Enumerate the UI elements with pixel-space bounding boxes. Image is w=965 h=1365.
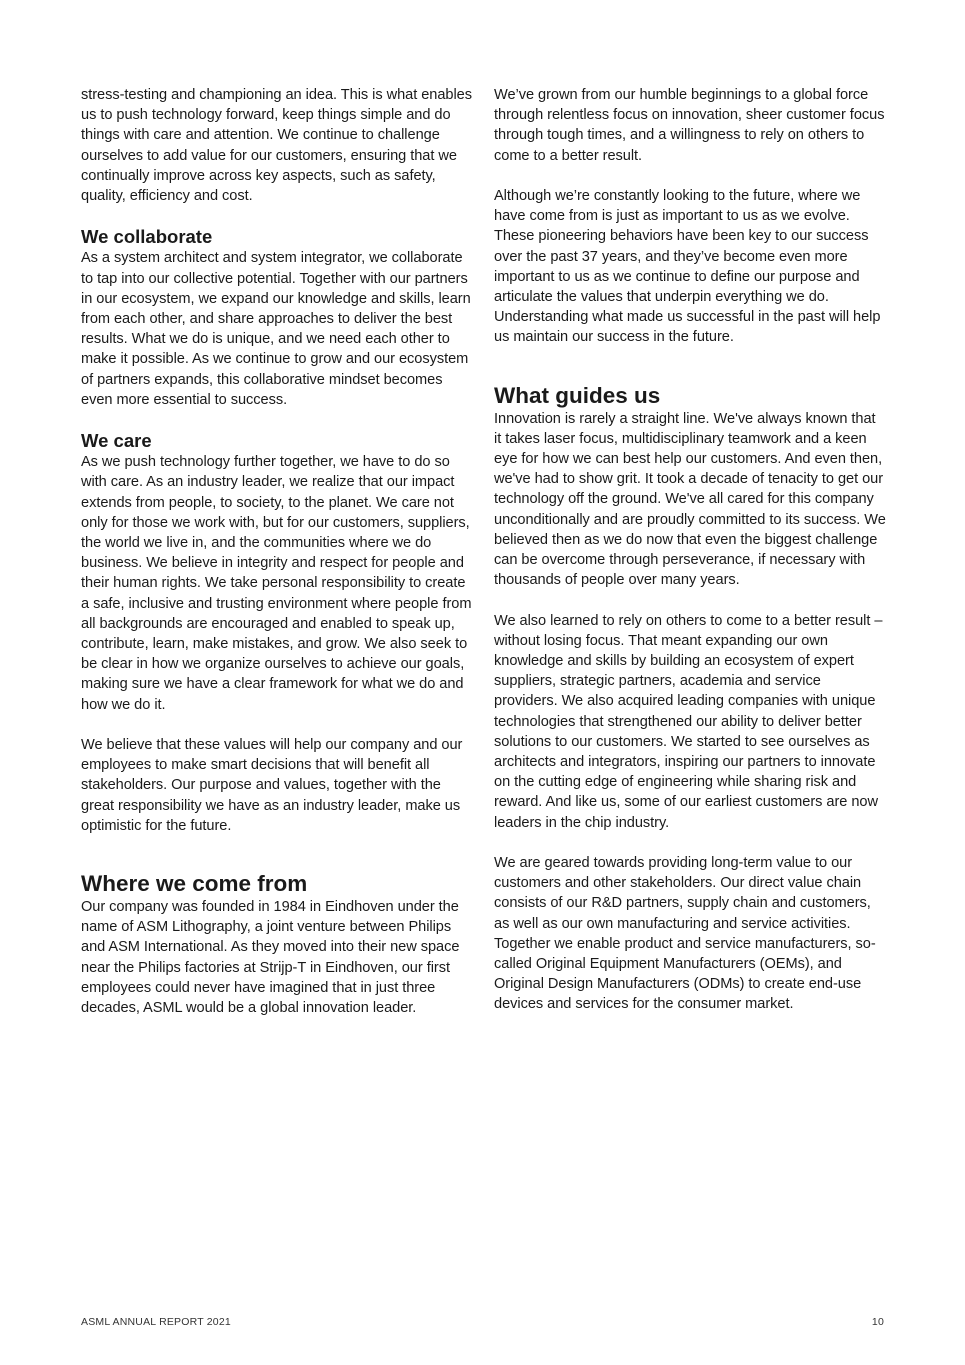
- origin-paragraph: Our company was founded in 1984 in Eindhoven under the name of ASM Lithography, a joint venture between Philips and ASM International. As they moved into their new space near the Philips factories at Strijp-T in Eindhoven, our first employees could never have imagined that in just three decades, ASML would be a global innovation leader.: [81, 899, 460, 1017]
- guides-heading: What guides us: [494, 382, 661, 408]
- guides-paragraph-2: We also learned to rely on others to come to a better result – without losing focus. That meant expanding our own knowledge and skills by building an ecosystem of expert suppliers, strategic partners, academia and service providers. We also acquired leading companies with unique technologies that strengthened our ability to deliver better solutions to our customers. We started to see ourselves as architects and integrators, inspiring our partners to innovate on the cutting edge of engineering while sharing risk and reward. And like us, some of our earliest customers are now leaders in the chip industry.: [494, 612, 883, 831]
- future-paragraph: Although we’re constantly looking to the future, where we have come from is just as important to us as we evolve. These pioneering behaviors have been key to our success over the past 37 years, and they’ve become even more important to us as we continue to define our purpose and articulate the values that underpin everything we do. Understanding what made us successful in the past will help us maintain our success in the future.: [494, 188, 881, 346]
- origin-heading: Where we come from: [81, 871, 308, 897]
- left-column: [81, 85, 473, 1038]
- values-paragraph: We believe that these values will help our company and our employees to make smart decisions that will benefit all stakeholders. Our purpose and values, together with the great responsibility we have as an industry leader, make us optimistic for the future.: [81, 737, 463, 834]
- footer-page-number: 10: [871, 1316, 884, 1328]
- care-heading: We care: [81, 430, 152, 452]
- footer-report-title: ASML ANNUAL REPORT 2021: [81, 1316, 231, 1328]
- growth-paragraph: We’ve grown from our humble beginnings to a global force through relentless focus on innovation, sheer customer focus through tough times, and a willingness to rely on others to come to a better result.: [494, 87, 885, 164]
- collaborate-heading: We collaborate: [81, 226, 213, 248]
- right-column: [494, 85, 886, 1035]
- collaborate-paragraph: As a system architect and system integrator, we collaborate to tap into our collective potential. Together with our partners in our ecosystem, we expand our knowledge and skills, learn from each other, and share approaches to deliver the best results. What we do is unique, and we need each other to make it possible. As we continue to grow and our ecosystem of partners expands, this collaborative mindset becomes even more essential to success.: [81, 250, 471, 408]
- care-paragraph: As we push technology further together, we have to do so with care. As an industry leader, we realize that our impact extends from people, to society, to the planet. We care not only for those we work with, but for our customers, suppliers, the world we live in, and the communities where we do business. We believe in integrity and respect for people and their human rights. We take personal responsibility to create a safe, inclusive and trusting environment where people from all backgrounds are encouraged and enabled to speak up, contribute, learn, make mistakes, and grow. We also seek to be clear in how we organize ourselves to achieve our goals, making sure we have a clear framework for what we do and how we do it.: [81, 454, 472, 713]
- intro-paragraph: stress-testing and championing an idea. This is what enables us to push technology forward, keep things simple and do things with care and attention. We continue to challenge ourselves to add value for our customers, ensuring that we continually improve across key aspects, such as safety, quality, efficiency and cost.: [81, 87, 472, 205]
- guides-paragraph-1: Innovation is rarely a straight line. We've always known that it takes laser focus, multidisciplinary teamwork and a keen eye for how we can best help our customers. And even then, we've had to show grit. It took a decade of tenacity to get our technology off the ground. We've all cared for this company unconditionally and are proudly committed to its success. We believed then as we do now that even the biggest challenge can be overcome through perseverance, if necessary with thousands of people over many years.: [494, 410, 886, 589]
- guides-paragraph-3: We are geared towards providing long-term value to our customers and other stakeholders. Our direct value chain consists of our R&D partners, supply chain and customers, as well as our own manufacturing and service activities. Together we enable product and service manufacturers, so-called Original Equipment Manufacturers (OEMs), and Original Design Manufacturers (ODMs) to create end-use devices and services for the consumer market.: [494, 855, 876, 1013]
